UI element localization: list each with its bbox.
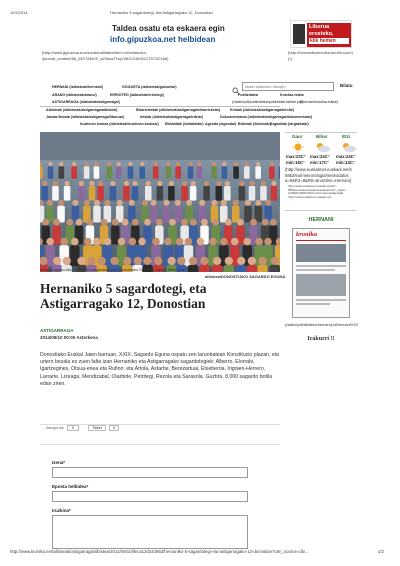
- crowd-person-head: [101, 219, 108, 226]
- nav-astigarraga[interactable]: ASTIGARRAGA (/albisteak/astigarraga/): [52, 100, 120, 104]
- crowd-person-body: [132, 186, 139, 201]
- sidebar-paper-link[interactable]: (/static/pdf/albistea/hernani/pdf/hernani%20: [285, 323, 359, 327]
- crowd-person-body: [157, 186, 164, 201]
- nav-jasota[interactable]: Jasota Bezala (/albisteak/astigarraga/liburua/): [46, 115, 124, 119]
- crowd-person-head: [123, 257, 131, 265]
- crowd-person-head: [117, 200, 123, 206]
- crowd-person-body: [174, 206, 182, 223]
- crowd-person-head: [98, 257, 106, 265]
- crowd-person-body: [78, 186, 85, 201]
- crowd-person-head: [138, 238, 146, 246]
- crowd-person-body: [110, 186, 117, 201]
- read-link[interactable]: Irakurri !!: [307, 336, 335, 342]
- crowd-person-body: [89, 186, 96, 201]
- crowd-person-head: [156, 219, 163, 226]
- crowd-person-body: [150, 206, 158, 223]
- crowd-person-body: [212, 265, 222, 272]
- photo-credit: albistea/DONOSTIAKO SAGARDO EGUNA: [205, 274, 286, 279]
- weather-max-2: max:24C°: [336, 154, 356, 159]
- nav-kronika-link[interactable]: (/hernani/kronika-txikia/): [300, 100, 339, 104]
- crowd-person-head: [239, 181, 244, 186]
- crowd-person-body: [244, 206, 252, 223]
- crowd-person-head: [104, 200, 110, 206]
- crowd-person-body: [163, 206, 171, 223]
- crowd-person-body: [48, 166, 54, 179]
- crowd-person-body: [59, 166, 65, 179]
- crowd-person-head: [225, 257, 233, 265]
- cloud-icon: [314, 140, 332, 152]
- crowd-person-body: [279, 166, 280, 179]
- weather-day-tomorrow: Bihar: [316, 134, 328, 139]
- crowd-person-head: [94, 200, 100, 206]
- crowd-person-body: [271, 186, 278, 201]
- crowd-person-body: [244, 166, 250, 179]
- ad-banner-left[interactable]: [42, 20, 282, 52]
- book-icon: [293, 24, 305, 44]
- cover-photo-2: [296, 274, 346, 296]
- weather-link-3[interactable]: a=8&R2=8&R0=&nombre=Hernani): [285, 178, 352, 184]
- crowd-person-head: [110, 257, 118, 265]
- crowd-person-body: [106, 166, 112, 179]
- crowd-person-head: [271, 181, 276, 186]
- ad-line2: info.gipuzkoa.net helbidean: [110, 35, 216, 44]
- crowd-person-head: [71, 238, 79, 246]
- crowd-person-head: [185, 238, 193, 246]
- weather-link-2[interactable]: 5853/eu/meteorologia/meteodatos: [285, 172, 349, 178]
- weather-link-7[interactable]: (http://www.euskalmet.euskadi.net): [288, 194, 332, 199]
- crowd-person-head: [53, 181, 58, 186]
- nav-arano[interactable]: ARANO (/albisteak/arano/): [52, 93, 97, 97]
- crowd-person-body: [257, 265, 267, 272]
- crowd-person-body: [247, 265, 257, 272]
- cover-text-line: [296, 269, 335, 271]
- crowd-person-head: [163, 200, 169, 206]
- crowd-person-head: [175, 200, 181, 206]
- ad-r1: Liburua: [309, 24, 330, 30]
- weather-min-2: min:13C°: [336, 160, 355, 165]
- ad-right-url2[interactable]: (/): [288, 56, 292, 61]
- tweet-button[interactable]: Tweet: [88, 425, 106, 431]
- crowd-person-head: [225, 219, 232, 226]
- crowd-person-head: [47, 200, 53, 206]
- crowd-person-body: [153, 166, 159, 179]
- footer-url: http://www.kronika.net/albisteak/astigarraga/albistea/2014/09/10/lleca13d244953/hernaniko-5-sagardotegi-eta-astigarragako-12-donostian?utm_source=dlv...: [10, 549, 309, 554]
- crowd-person-head: [63, 257, 71, 265]
- article-body: Donostiako Euskal Jaien barruan, XXIX. Sagardo Eguna ospatu zen larunbatean Konstituzio plazan, eta urtero bezala ez zuen falta izan Hernaniko eta Astigarragako sagardotegiek: Alberro, Elorrabi, Igartzegines, Otsua-enea eta Rufino; eta Artola, Astarbe, Berezartuai, Etxeberria, Irigoien-Herrero, Larrarte, Lizeaga, Mendizabal, Oiarbide, Petritegi, Rezola eta Sarasola. Guztira, 8.000 sagardo botila edan ziren.: [40, 352, 280, 387]
- sun-icon: [290, 140, 306, 152]
- crowd-person-head: [211, 200, 217, 206]
- crowd-person-body: [211, 166, 217, 179]
- name-field[interactable]: [52, 467, 248, 478]
- ad-r3: klik hemen: [309, 38, 349, 44]
- crowd-person-head: [167, 257, 175, 265]
- crowd-person-body: [224, 186, 231, 201]
- ad-url-2[interactable]: /journal_content/56_INSTANCE_a23dxaTNqV38/10180/512757/32166): [42, 56, 169, 61]
- crowd-person-head: [209, 238, 217, 246]
- crowd-person-head: [122, 219, 129, 226]
- crowd-person-head: [186, 200, 192, 206]
- crowd-person-head: [249, 181, 254, 186]
- crowd-person-head: [93, 238, 101, 246]
- weather-day-today: Gaur: [292, 134, 303, 139]
- nav-argazkiak[interactable]: Argazkiak (/argazkiak/): [270, 122, 309, 126]
- crowd-person-body: [216, 186, 223, 201]
- crowd-person-head: [182, 181, 187, 186]
- crowd-person-head: [48, 162, 52, 166]
- crowd-person-head: [98, 181, 103, 186]
- crowd-person-head: [129, 238, 137, 246]
- crowd-person-head: [144, 219, 151, 226]
- ad-red-block: [307, 23, 351, 47]
- weather-link-5[interactable]: 5853/eu/meteorologia/meteodatos/cp?_ingele/: [288, 187, 346, 192]
- nav-ekitaldiak[interactable]: Ekitaldiak (/ekitaldiak/): [165, 122, 204, 126]
- crowd-person-body: [249, 186, 256, 201]
- crowd-person-head: [42, 219, 49, 226]
- crowd-person-head: [142, 200, 148, 206]
- crowd-person-head: [146, 181, 151, 186]
- crowd-person-head: [176, 238, 184, 246]
- crowd-person-head: [256, 162, 260, 166]
- crowd-person-head: [189, 257, 197, 265]
- crowd-person-body: [222, 166, 228, 179]
- crowd-person-body: [128, 166, 134, 179]
- email-label: Eposta helbidea*: [52, 484, 89, 489]
- weather-top-line: [285, 132, 357, 133]
- weather-link-4[interactable]: (http://www.euskalmet.euskadi.net/s07-: [288, 184, 337, 188]
- crowd-person-head: [250, 219, 257, 226]
- crowd-person-body: [188, 166, 194, 179]
- crowd-person-head: [72, 162, 76, 166]
- crowd-person-head: [124, 181, 129, 186]
- crowd-person-head: [270, 219, 277, 226]
- crowd-person-body: [40, 166, 43, 179]
- crowd-person-head: [213, 257, 221, 265]
- crowd-person-head: [234, 162, 238, 166]
- crowd-person-body: [93, 206, 101, 223]
- crowd-person-body: [188, 265, 198, 272]
- crowd-person-head: [201, 219, 208, 226]
- cover-text-line: [296, 265, 346, 267]
- crowd-person-body: [270, 265, 280, 272]
- crowd-person-body: [197, 166, 203, 179]
- crowd-person-body: [116, 166, 122, 179]
- crowd-image: [40, 132, 280, 272]
- crowd-person-head: [84, 200, 90, 206]
- search-button[interactable]: Bilatu: [340, 83, 353, 88]
- crowd-person-head: [157, 181, 162, 186]
- crowd-person-head: [140, 162, 144, 166]
- crowd-person-head: [216, 181, 221, 186]
- name-label: Izena*: [52, 460, 66, 465]
- crowd-person-body: [269, 166, 275, 179]
- search-input[interactable]: [242, 82, 334, 91]
- crowd-person-head: [116, 162, 120, 166]
- crowd-person-head: [87, 219, 94, 226]
- crowd-person-head: [255, 200, 261, 206]
- crowd-person-body: [64, 186, 71, 201]
- crowd-person-head: [197, 162, 201, 166]
- crowd-person-head: [233, 200, 239, 206]
- ad-r2: erosteko,: [309, 31, 334, 37]
- like-button[interactable]: Atsegin dut: [46, 426, 64, 430]
- nav-kronika-txikia[interactable]: Kronika txikia: [280, 93, 304, 97]
- weather-link-small[interactable]: [288, 185, 346, 199]
- crowd-person-head: [221, 200, 227, 206]
- crowd-person-body: [190, 186, 197, 201]
- crowd-person-body: [52, 186, 59, 201]
- nav-hernani[interactable]: HERNANI (/albisteak/hernani/): [52, 85, 104, 89]
- crowd-person-body: [166, 166, 172, 179]
- crowd-person-head: [143, 257, 151, 265]
- crowd-person-body: [260, 186, 267, 201]
- masthead-rule: [296, 240, 346, 241]
- crowd-person-head: [84, 162, 88, 166]
- weather-min-1: min:17C°: [310, 160, 329, 165]
- crowd-person-head: [72, 200, 78, 206]
- crowd-person-head: [220, 238, 228, 246]
- tweet-count: 0: [109, 425, 119, 431]
- crowd-person-head: [79, 181, 84, 186]
- cover-text-line: [296, 299, 346, 301]
- crowd-person-head: [77, 257, 85, 265]
- crowd-person-head: [104, 238, 112, 246]
- weather-min-0: min:16C°: [286, 160, 305, 165]
- photo-caption: Astigarragako eta Hernaniko sagardotegiek Donostiako Sagardo Eguna bete dute.: [40, 267, 186, 272]
- cover-text-line: [296, 303, 330, 305]
- crowd-person-head: [264, 238, 272, 246]
- crowd-person-head: [270, 162, 274, 166]
- crowd-person-head: [134, 257, 142, 265]
- newspaper-cover[interactable]: [292, 228, 350, 318]
- print-date: 11/9/2014: [10, 10, 28, 15]
- crowd-person-head: [129, 200, 135, 206]
- crowd-person-head: [248, 257, 256, 265]
- crowd-person-head: [190, 181, 195, 186]
- crowd-person-head: [153, 162, 157, 166]
- crowd-person-head: [64, 181, 69, 186]
- nav-bideoak[interactable]: Bideoak (/bideoak/): [238, 122, 271, 126]
- crowd-person-body: [42, 186, 49, 201]
- crowd-person-body: [175, 166, 181, 179]
- crowd-person-body: [123, 186, 130, 201]
- crowd-person-head: [154, 257, 162, 265]
- crowd-person-head: [176, 162, 180, 166]
- crowd-person-head: [169, 219, 176, 226]
- email-field[interactable]: [52, 491, 248, 502]
- cover-photo-1: [296, 244, 346, 262]
- search-icon[interactable]: [232, 82, 240, 90]
- crowd-person-head: [94, 162, 98, 166]
- form-divider: [40, 444, 280, 445]
- crowd-person-head: [245, 200, 251, 206]
- crowd-person-body: [239, 186, 246, 201]
- crowd-person-head: [237, 219, 244, 226]
- article-date: 2014/09/10 00:00 Azterkena: [40, 335, 98, 340]
- weather-max-1: max:24C°: [310, 154, 330, 159]
- crowd-person-body: [139, 166, 145, 179]
- crowd-person-body: [71, 166, 77, 179]
- crowd-person-head: [76, 219, 83, 226]
- nav-iritziak[interactable]: Iritziak (/albisteak/astigarraga/iritzia/): [140, 115, 203, 119]
- crowd-person-head: [244, 238, 252, 246]
- nav-publizitatea-link[interactable]: (/static/pdf/publizitatea/publizitate-tarifak.pdf): [232, 100, 304, 104]
- crowd-person-body: [199, 265, 209, 272]
- weather-link-6[interactable]: a=8&R2=8&R0=8&nombre=Hernani&jeretal): [288, 191, 344, 196]
- weather-link-1[interactable]: (http://www.euskalmet.euskadi.net/s: [285, 167, 352, 172]
- nav-elkarrizketak[interactable]: Elkarrizketak (/albisteak/astigarraga/elkarrizketa/): [136, 108, 221, 112]
- crowd-person-body: [224, 265, 234, 272]
- weather-link-main[interactable]: [285, 167, 352, 184]
- crowd-person-head: [87, 257, 95, 265]
- crowd-person-head: [110, 181, 115, 186]
- sidebar-paper-line: [285, 210, 357, 211]
- crowd-person-head: [255, 238, 263, 246]
- ad-url-1[interactable]: (http://www.gipuzkoa.eus/eu/aktualitatea/berri-xehetasuan/-: [42, 50, 148, 55]
- ad-line1: Taldea osatu eta eskaera egin: [112, 24, 225, 33]
- crowd-person-head: [132, 219, 139, 226]
- cloud-icon: [340, 140, 358, 152]
- crowd-person-head: [222, 162, 226, 166]
- nav-iruzkinen[interactable]: Iruzkinen txokoa (/albisteak/iruzkinen-txokoa/): [80, 122, 159, 126]
- ad-right-url[interactable]: (http://hernanikokronika.tumblr.com/): [288, 50, 353, 55]
- crowd-person-body: [97, 186, 104, 201]
- crowd-person-head: [60, 238, 68, 246]
- crowd-person-body: [236, 265, 246, 272]
- crowd-person-head: [152, 238, 160, 246]
- crowd-person-body: [255, 166, 261, 179]
- crowd-person-head: [59, 162, 63, 166]
- crowd-person-head: [225, 181, 230, 186]
- sidebar-paper-heading: HERNANI: [308, 217, 334, 223]
- crowd-person-body: [168, 186, 175, 201]
- crowd-person-head: [132, 181, 137, 186]
- nav-albisteak[interactable]: Albisteak (/albisteak/astigarraga/albistea/): [46, 108, 118, 112]
- article-title: Hernaniko 5 sagardotegi, eta Astigarragako 12, Donostian: [40, 281, 207, 311]
- nav-errioteg[interactable]: ERRIOTEG (/albisteak/errioteg/): [110, 93, 164, 97]
- crowd-person-head: [212, 162, 216, 166]
- article-section[interactable]: ASTIGARRAGA: [40, 328, 74, 333]
- crowd-person-head: [204, 181, 209, 186]
- crowd-person-head: [261, 181, 266, 186]
- crowd-person-head: [212, 219, 219, 226]
- crowd-person-head: [166, 162, 170, 166]
- crowd-person-body: [181, 186, 188, 201]
- crowd-person-head: [271, 257, 279, 265]
- nav-goizueta[interactable]: GOIZUETA (/albisteak/goizueta/): [122, 85, 177, 89]
- crowd-person-head: [188, 162, 192, 166]
- nav-dokumentazioa[interactable]: Dokumentazioa (/albisteak/astigarraga/dokumentuak/): [220, 115, 313, 119]
- crowd-person-body: [94, 166, 100, 179]
- crowd-person-head: [58, 200, 64, 206]
- crowd-person-head: [200, 257, 208, 265]
- crowd-person-head: [66, 219, 73, 226]
- crowd-person-head: [53, 257, 61, 265]
- ad-banner-right[interactable]: [290, 20, 352, 48]
- crowd-person-body: [203, 186, 210, 201]
- print-title: Hernaniko 5 sagardotegi, eta Astigarragako 12, Donostian: [110, 10, 213, 15]
- comment-field[interactable]: [52, 515, 248, 549]
- nav-divider: [40, 106, 280, 107]
- crowd-person-head: [112, 219, 119, 226]
- crowd-person-head: [169, 181, 174, 186]
- crowd-person-head: [265, 200, 271, 206]
- crowd-person-head: [89, 181, 94, 186]
- crowd-person-head: [245, 162, 249, 166]
- nav-kirolak[interactable]: Kirolak (/albisteak/astigarraga/kirola/): [230, 108, 294, 112]
- crowd-person-head: [150, 200, 156, 206]
- crowd-person-head: [164, 238, 172, 246]
- comment-label: Iruzkina*: [52, 508, 71, 513]
- crowd-person-head: [262, 219, 269, 226]
- crowd-person-head: [128, 162, 132, 166]
- crowd-person-head: [42, 181, 47, 186]
- crowd-person-head: [46, 238, 54, 246]
- crowd-person-head: [107, 162, 111, 166]
- footer-page: 1/2: [378, 549, 384, 554]
- crowd-person-head: [181, 219, 188, 226]
- newspaper-masthead: kronika: [296, 231, 317, 238]
- crowd-person-body: [233, 166, 239, 179]
- nav-publizitatea[interactable]: Publizitatea: [238, 93, 258, 97]
- crowd-person-body: [84, 166, 90, 179]
- weather-day-after: Etzi: [342, 134, 351, 139]
- crowd-person-head: [197, 238, 205, 246]
- crowd-person-head: [118, 238, 126, 246]
- crowd-person-head: [84, 238, 92, 246]
- like-count: 0: [67, 425, 79, 431]
- crowd-person-head: [231, 238, 239, 246]
- article-photo: [40, 132, 280, 272]
- crowd-person-head: [177, 257, 185, 265]
- crowd-person-head: [53, 219, 60, 226]
- crowd-person-head: [190, 219, 197, 226]
- crowd-person-head: [258, 257, 266, 265]
- crowd-person-body: [145, 186, 152, 201]
- crowd-person-head: [199, 200, 205, 206]
- nav-agenda[interactable]: Agenda (/agenda/): [205, 122, 237, 126]
- weather-max-0: max:23C°: [286, 154, 306, 159]
- crowd-person-head: [237, 257, 245, 265]
